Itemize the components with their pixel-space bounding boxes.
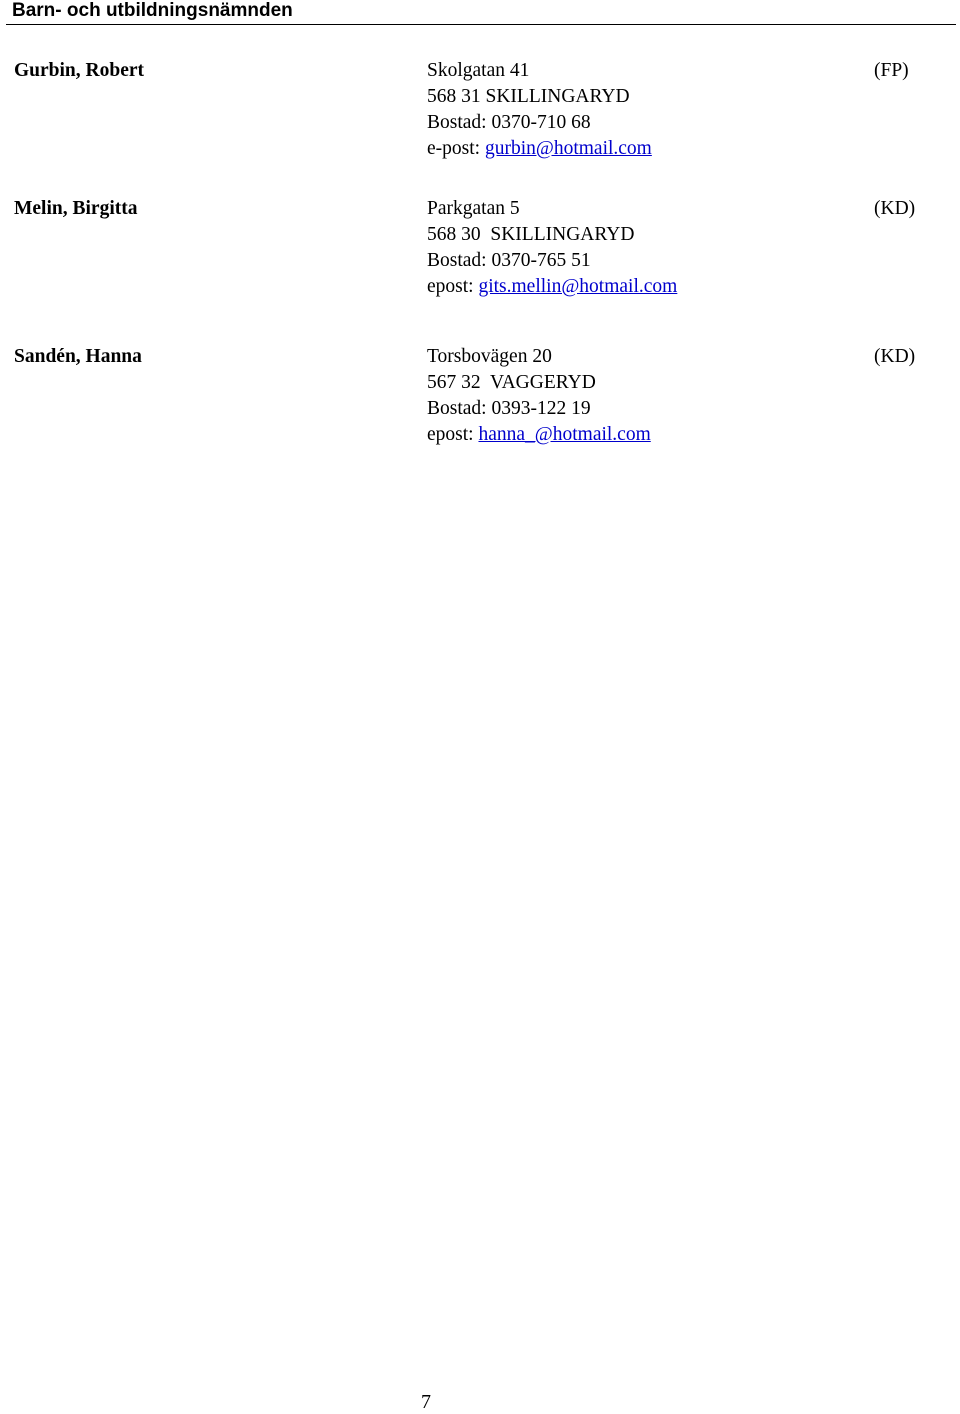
street-address: Skolgatan 41	[427, 60, 530, 81]
member-name: Sandén, Hanna	[14, 346, 142, 367]
home-phone: Bostad: 0370-710 68	[427, 112, 591, 133]
email-link[interactable]: hanna_@hotmail.com	[478, 424, 651, 445]
page-number: 7	[421, 1391, 431, 1413]
member-address	[427, 196, 677, 300]
member-name: Gurbin, Robert	[14, 60, 145, 81]
email-link[interactable]: gits.mellin@hotmail.com	[478, 276, 678, 297]
party-affiliation: (KD)	[874, 346, 916, 367]
member-address	[427, 344, 651, 448]
email-line	[427, 136, 652, 162]
email-link[interactable]: gurbin@hotmail.com	[484, 138, 652, 159]
street-address: Torsbovägen 20	[427, 346, 552, 367]
member-name: Melin, Birgitta	[14, 198, 138, 219]
home-phone: Bostad: 0370-765 51	[427, 250, 591, 271]
postal-address: 568 31 SKILLINGARYD	[427, 86, 630, 107]
party-affiliation: (FP)	[874, 60, 909, 81]
member-address	[427, 58, 652, 162]
home-phone: Bostad: 0393-122 19	[427, 398, 591, 419]
page-header	[6, 0, 956, 25]
street-address: Parkgatan 5	[427, 198, 520, 219]
postal-address: 568 30 SKILLINGARYD	[427, 224, 635, 245]
email-line	[427, 274, 677, 300]
postal-address: 567 32 VAGGERYD	[427, 372, 596, 393]
email-label: epost:	[427, 424, 474, 445]
email-label: epost:	[427, 276, 474, 297]
committee-title: Barn- och utbildningsnämnden	[12, 0, 293, 21]
email-label: e-post:	[427, 138, 481, 159]
party-affiliation: (KD)	[874, 198, 916, 219]
email-line	[427, 422, 651, 448]
